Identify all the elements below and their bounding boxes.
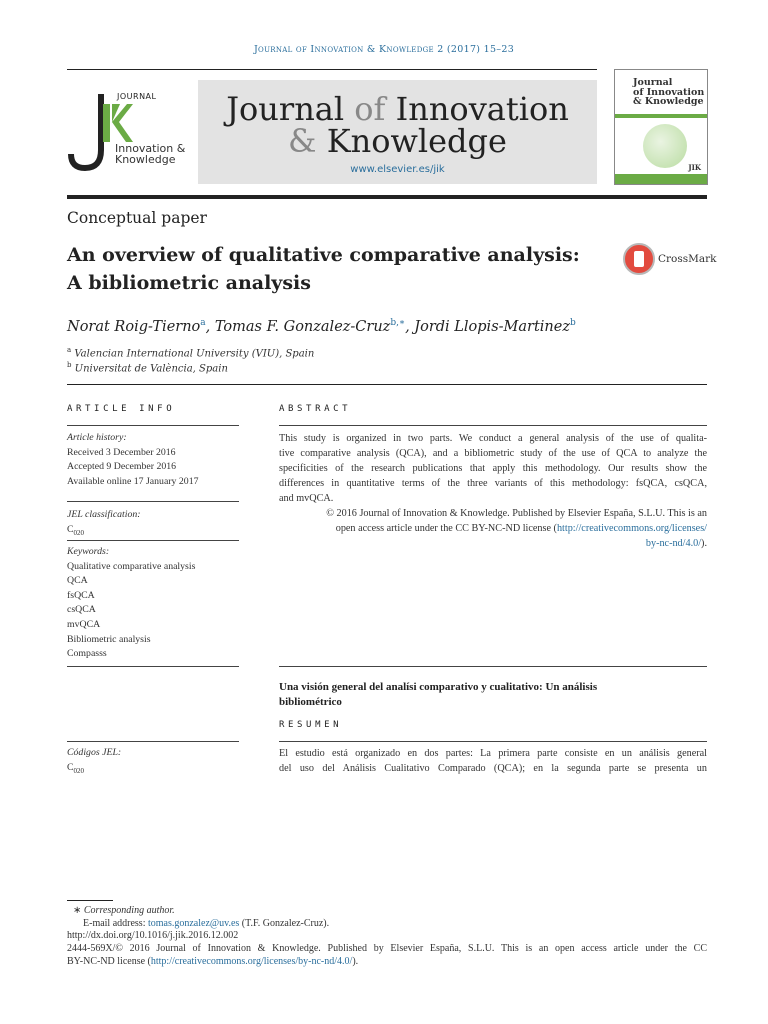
affiliation: $^a$ Valencian International University (VIU), Spain — [67, 346, 315, 360]
author-affiliation-mark[interactable]: a — [200, 318, 206, 328]
keywords: Keywords: Qualitative comparative analysis QCA fsQCA csQCA mvQCA Bibliometric analysis Compasss — [67, 545, 237, 662]
cover-mini-logo: JIK — [688, 163, 701, 172]
jik-logo — [67, 90, 187, 175]
author-name: Tomas F. Gonzalez-Cruz — [214, 318, 391, 335]
article-info-heading: ARTICLE INFO — [67, 404, 176, 414]
keyword: csQCA — [67, 604, 96, 616]
crossmark-icon — [623, 243, 655, 275]
paper-title: An overview of qualitative comparative analysis: A bibliometric analysis — [67, 244, 580, 294]
issn-line: 2444-569X/© 2016 Journal of Innovation & Knowledge. Published by Elsevier España, S.L.U. This is an open access article under the CC BY-NC-ND license (http://creativecommons.org/licenses/by-nc-nd/4.0/). — [67, 943, 707, 967]
keyword: QCA — [67, 575, 88, 587]
author-affiliation-mark[interactable]: b — [570, 318, 576, 328]
paper-type: Conceptual paper — [67, 209, 207, 227]
crossmark-label: CrossMark — [658, 253, 717, 265]
footnote-email: E-mail address: tomas.gonzalez@uv.es (T.F. Gonzalez-Cruz). — [83, 918, 330, 929]
resumen-heading: RESUMEN — [279, 720, 343, 730]
logo-line-knowledge: Knowledge — [115, 153, 176, 166]
footnote-rule — [67, 900, 113, 901]
affiliation: $^b$ Universitat de València, Spain — [67, 361, 228, 375]
resumen-body: El estudio está organizado en dos partes: La primera parte consiste en un análisis general del uso del Análisis Cualitativo Comparado (QCA); en la segunda parte se presenta un — [279, 748, 707, 774]
license-link[interactable]: http://creativecommons.org/licenses/by-nc-nd/4.0/ — [150, 955, 353, 967]
journal-url[interactable]: www.elsevier.es/jik — [350, 164, 445, 175]
cover-title: Journal of Innovation & Knowledge — [633, 77, 705, 107]
abstract-body: This study is organized in two parts. We conduct a general analysis of the use of qualita- tive comparative analysis (QCA), and a bibliometric study of the use of QCA to analyze the specificities of the research publications that apply this methodology. Our results show the differences in quantitative terms of the three variants of this methodology: fsQCA, csQCA, and mvQCA. © 2016 Journal of Innovation & Knowledge. Published by Elsevier España, S.L.U. This is an open access article under the CC BY-NC-ND license (http://creativecommons.org/licenses/ by-nc-nd/4.0/). — [279, 433, 707, 549]
author-affiliation-mark[interactable]: b,∗ — [390, 318, 406, 328]
globe-icon — [643, 124, 687, 168]
author-name: Norat Roig-Tierno — [67, 318, 201, 335]
article-info-rule — [67, 425, 239, 426]
banner-title-line1: Journal of Innovation — [226, 90, 569, 128]
logo-line-innovation: Innovation & — [115, 142, 186, 155]
doi-link[interactable]: http://dx.doi.org/10.1016/j.jik.2016.12.002 — [67, 930, 239, 941]
cover-band — [615, 114, 707, 118]
keyword: mvQCA — [67, 618, 101, 630]
spanish-title: Una visión general del analísi comparativo y cualitativo: Un análisis bibliométrico — [279, 681, 598, 708]
jel-classification: JEL classification: $C_{020}$ — [67, 509, 141, 537]
keyword: Compasss — [67, 648, 107, 660]
codigos-rule — [67, 741, 239, 742]
journal-reference[interactable]: Journal of Innovation & Knowledge 2 (2017) 15–23 — [253, 44, 515, 55]
email-link[interactable]: tomas.gonzalez@uv.es — [147, 918, 240, 929]
spanish-rule — [279, 666, 707, 667]
author-list: Norat Roig-Tierno$^a$, Tomas F. Gonzalez-Cruz$^{b,∗}$, Jordi Llopis-Martinez$^b$ — [67, 318, 576, 335]
article-info-rule — [67, 540, 239, 541]
journal-banner — [198, 80, 597, 184]
license-link[interactable]: by-nc-nd/4.0/ — [645, 538, 702, 549]
cover-footer-band — [615, 174, 707, 184]
journal-cover-thumbnail[interactable] — [614, 69, 708, 185]
license-link[interactable]: http://creativecommons.org/licenses/ — [556, 523, 707, 534]
banner-title-line2: & Knowledge — [288, 122, 507, 160]
footnote-corresponding: ∗ Corresponding author. — [73, 905, 175, 916]
header-rule — [67, 69, 597, 70]
article-info-rule — [67, 501, 239, 502]
abstract-heading: ABSTRACT — [279, 404, 352, 414]
article-info-rule — [67, 666, 239, 667]
keyword: Bibliometric analysis — [67, 633, 151, 645]
abstract-rule — [279, 425, 707, 426]
article-history: Article history: Received 3 December 2016 Accepted 9 December 2016 Available online 17 January 2017 — [67, 432, 199, 487]
logo-line-journal: JOURNAL — [117, 92, 157, 101]
resumen-rule — [279, 741, 707, 742]
section-rule — [67, 384, 707, 385]
codigos-jel: Códigos JEL: $C_{020}$ — [67, 747, 122, 775]
header-thick-rule — [67, 195, 707, 199]
keyword: fsQCA — [67, 589, 95, 601]
author-name: Jordi Llopis-Martinez — [414, 318, 570, 335]
keyword: Qualitative comparative analysis — [67, 560, 196, 572]
